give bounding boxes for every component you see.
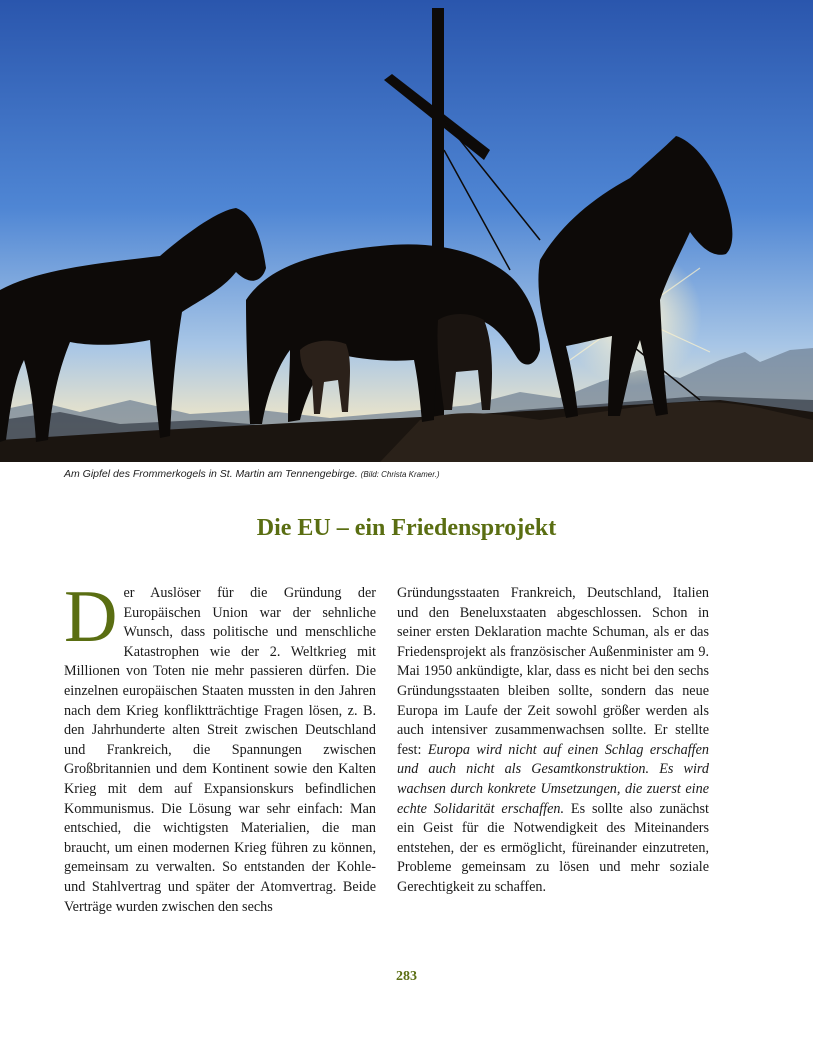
text-column-left [64,576,376,917]
schuman-quote: Europa wird nicht auf einen Schlag erschaffen und auch nicht als Gesamtkonstruktion. Es wird wachsen durch konkrete Umsetzungen, die zuerst eine echte Solidarität erschaffen. [397,741,709,817]
photo-caption [64,468,764,480]
right-text-2: Es sollte also zunächst ein Geist für die Notwendigkeit des Miteinanders entstehen, der es ermöglicht, füreinander einzutreten, Probleme gemeinsam zu lösen und mehr soziale Gerechtigkeit zu schaffen. [397,800,709,895]
page-number: 283 [396,969,417,984]
mountain-summit-horses-cross-photo [0,0,813,462]
drop-cap: D [64,576,118,658]
page-title: Die EU – ein Friedensprojekt [256,515,557,541]
body-paragraph-left [64,576,376,917]
right-text-1: Gründungsstaaten Frankreich, Deutschland, Italien und den Beneluxstaaten abgeschlossen. Schon in seiner ersten Deklaration machte Schuman, als er das Friedensprojekt als französischer Außenminister am 9. Mai 1950 ankündigte, klar, dass es nicht bei den sechs Gründungsstaaten bleiben sollte, sondern das neue Europa im Laufe der Zeit sowohl größer werden als auch intensiver zusammenwachsen sollte. Er stellte fest: [397,585,709,758]
text-column-right [397,584,709,898]
photo-credit: (Bild: Christa Kramer.) [360,470,440,479]
body-paragraph-right [397,584,709,898]
caption-text: Am Gipfel des Frommerkogels in St. Martin am Tennengebirge. [64,468,358,480]
left-text: er Auslöser für die Gründung der Europäischen Union war der sehnliche Wunsch, dass politische und menschliche Katastrophen wie der 2. Weltkrieg mit Millionen von Toten nie mehr passieren dürfen. Die einzelnen europäischen Staaten mussten in den Jahren nach dem Krieg konfliktträchtige Fragen lösen, z. B. den Jahrhunderte alten Streit zwischen Deutschland und Frankreich, die Spannungen zwischen Großbritannien und dem Kontinent sowie den Kalten Krieg mit dem auf Expansionskurs befindlichen Kommunismus. Die Lösung war sehr einfach: Man entschied, die wichtigsten Materialien, die man braucht, um einen modernen Krieg führen zu können, gemeinsam zu verwalten. So entstanden der Kohle- und Stahlvertrag und später der Atomvertrag. Beide Verträge wurden zwischen den sechs [64,585,376,915]
